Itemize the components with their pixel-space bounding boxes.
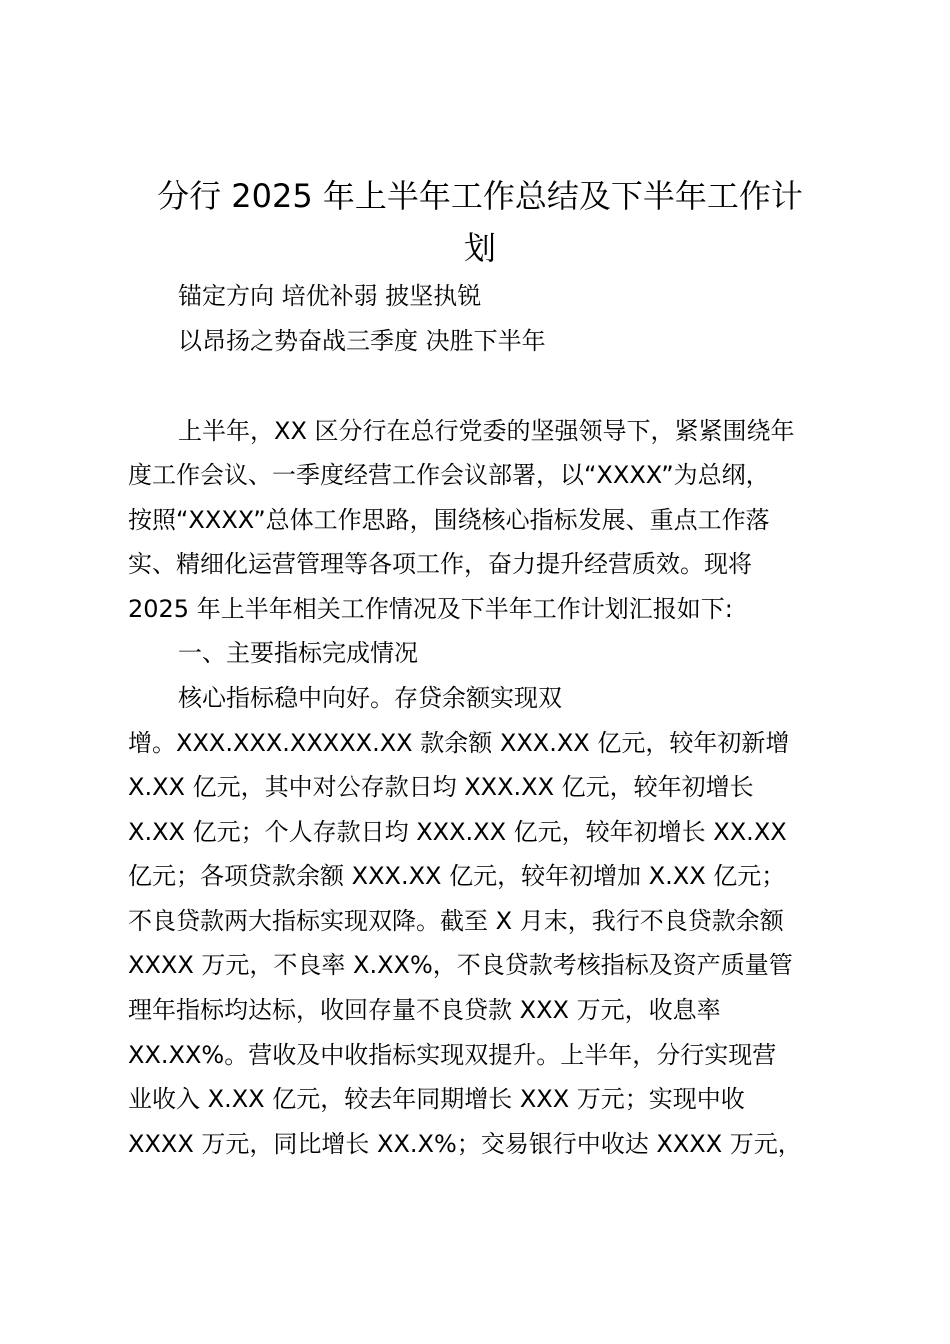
paragraph-line: 度工作会议、一季度经营工作会议部署，以“XXXX”为总纲， — [128, 461, 770, 489]
subtitle-line-2: 以昂扬之势奋战三季度 决胜下半年 — [178, 327, 546, 355]
paragraph-line: 2025 年上半年相关工作情况及下半年工作计划汇报如下: — [128, 595, 733, 623]
paragraph-line: 核心指标稳中向好。存贷余额实现双 — [178, 684, 562, 712]
paragraph-line: X.XX 亿元；个人存款日均 XXX.XX 亿元，较年初增长 XX.XX — [128, 818, 787, 846]
subtitle-line-1: 锚定方向 培优补弱 披坚执锐 — [178, 282, 482, 310]
paragraph-line: X.XX 亿元，其中对公存款日均 XXX.XX 亿元，较年初增长 — [128, 773, 754, 801]
document-title-line-2: 划 — [463, 229, 496, 267]
paragraph-line: 亿元；各项贷款余额 XXX.XX 亿元，较年初增加 X.XX 亿元； — [128, 862, 786, 890]
paragraph-line: 增。XXX.XXX.XXXXX.XX 款余额 XXX.XX 亿元，较年初新增 — [128, 729, 790, 757]
paragraph-line: 按照“XXXX”总体工作思路，围绕核心指标发展、重点工作落 — [128, 506, 770, 534]
paragraph-line: 理年指标均达标，收回存量不良贷款 XXX 万元，收息率 — [128, 996, 721, 1024]
paragraph-line: XXXX 万元，不良率 X.XX%，不良贷款考核指标及资产质量管 — [128, 951, 793, 979]
paragraph-line: XXXX 万元，同比增长 XX.X%；交易银行中收达 XXXX 万元， — [128, 1130, 802, 1158]
paragraph-line: 实、精细化运营管理等各项工作，奋力提升经营质效。现将 — [128, 550, 752, 578]
section-heading: 一、主要指标完成情况 — [178, 639, 418, 667]
document-title-line-1: 分行 2025 年上半年工作总结及下半年工作计 — [157, 177, 803, 215]
paragraph-line: XX.XX%。营收及中收指标实现双提升。上半年，分行实现营 — [128, 1041, 777, 1069]
paragraph-line: 不良贷款两大指标实现双降。截至 X 月末，我行不良贷款余额 — [128, 907, 784, 935]
paragraph-line: 上半年，XX 区分行在总行党委的坚强领导下，紧紧围绕年 — [178, 417, 795, 445]
paragraph-line: 业收入 X.XX 亿元，较去年同期增长 XXX 万元；实现中收 — [128, 1085, 745, 1113]
